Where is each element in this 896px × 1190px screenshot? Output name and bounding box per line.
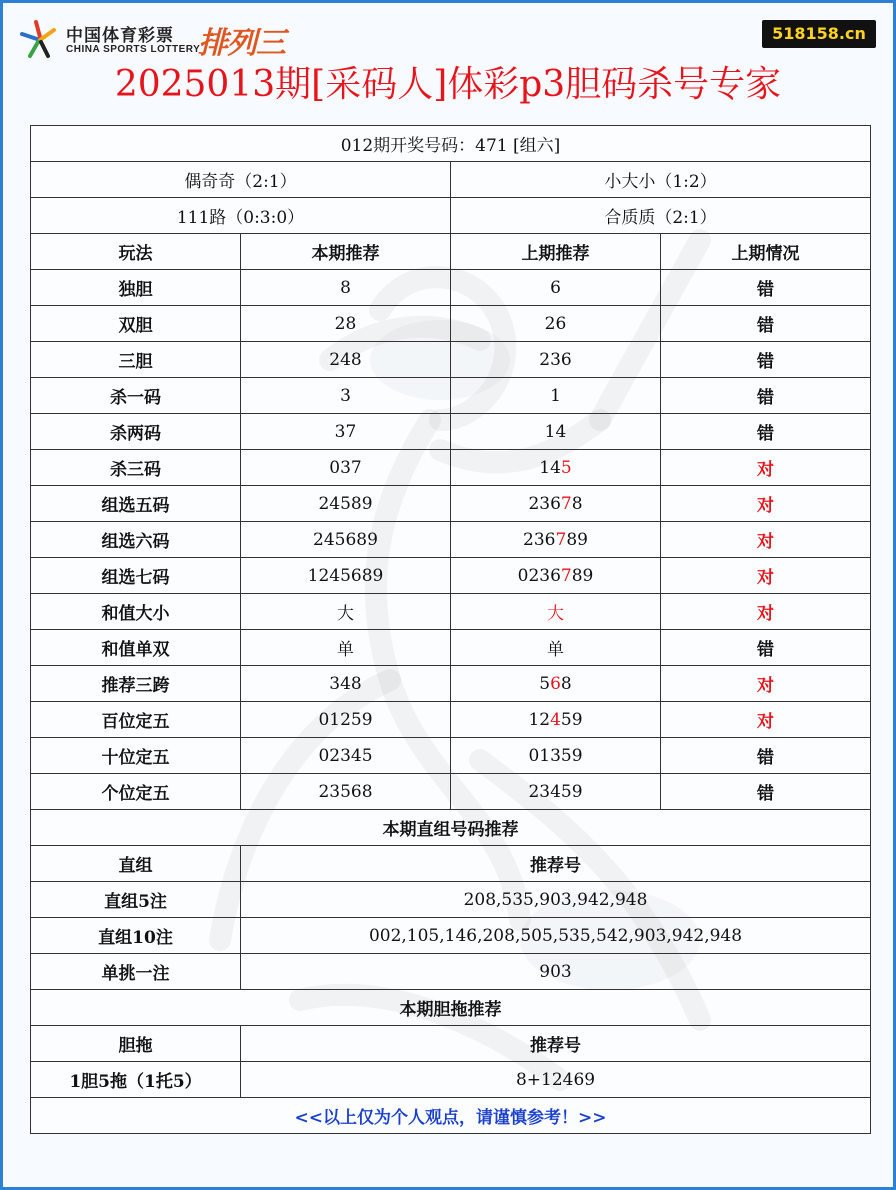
- play-name: 独胆: [31, 270, 241, 306]
- dantuo-row: [31, 1062, 871, 1098]
- current-recommendation: 8: [241, 270, 451, 306]
- table-row: [31, 594, 871, 630]
- play-name: 和值大小: [31, 594, 241, 630]
- digit-segment: 8: [571, 493, 583, 514]
- footer-row: [31, 1098, 871, 1134]
- hit-digit: 6: [550, 673, 561, 694]
- digit-segment: 01359: [528, 745, 583, 766]
- direct-row: [31, 954, 871, 990]
- table-row: [31, 522, 871, 558]
- digit-segment: 89: [566, 529, 588, 550]
- hit-digit: 7: [560, 493, 572, 514]
- previous-recommendation: [451, 342, 661, 378]
- digit-segment: 23459: [528, 781, 583, 802]
- dantuo-section-title: 本期胆拖推荐: [31, 990, 871, 1026]
- previous-recommendation: [451, 774, 661, 810]
- page-title: 2025013期[采码人]体彩p3胆码杀号专家: [114, 64, 782, 105]
- previous-recommendation: [451, 270, 661, 306]
- play-name: 推荐三跨: [31, 666, 241, 702]
- direct-col-value: 推荐号: [241, 846, 871, 882]
- digit-segment: 236: [528, 493, 561, 514]
- digit-segment: 8: [560, 673, 572, 694]
- result-status: 错: [661, 378, 871, 414]
- table-row: [31, 558, 871, 594]
- table-row: [31, 774, 871, 810]
- play-name: 组选七码: [31, 558, 241, 594]
- result-status: 错: [661, 270, 871, 306]
- previous-recommendation: [451, 666, 661, 702]
- logo-game-name: 排列三: [198, 26, 285, 61]
- current-recommendation: 245689: [241, 522, 451, 558]
- draw-result-row: [31, 126, 871, 162]
- result-status: 对: [661, 702, 871, 738]
- current-recommendation: 37: [241, 414, 451, 450]
- previous-recommendation: [451, 630, 661, 666]
- col-header-previous: 上期推荐: [451, 234, 661, 270]
- digit-segment: 14: [544, 421, 567, 442]
- dantuo-header-row: [31, 1026, 871, 1062]
- dantuo-col-label: 胆拖: [31, 1026, 241, 1062]
- prediction-table: [30, 125, 871, 1134]
- previous-recommendation: [451, 738, 661, 774]
- logo-chinese-text: 中国体育彩票: [66, 26, 174, 46]
- current-recommendation: 02345: [241, 738, 451, 774]
- previous-recommendation: [451, 414, 661, 450]
- play-name: 杀三码: [31, 450, 241, 486]
- table-row: [31, 414, 871, 450]
- table-row: [31, 702, 871, 738]
- previous-recommendation: [451, 558, 661, 594]
- digit-segment: 0236: [517, 565, 561, 586]
- play-name: 个位定五: [31, 774, 241, 810]
- table-row: [31, 342, 871, 378]
- previous-recommendation: [451, 378, 661, 414]
- current-recommendation: 1245689: [241, 558, 451, 594]
- current-recommendation: 037: [241, 450, 451, 486]
- digit-segment: 12: [528, 709, 551, 730]
- current-recommendation: 单: [241, 630, 451, 666]
- result-status: 对: [661, 450, 871, 486]
- site-badge[interactable]: 518158.cn: [762, 20, 876, 48]
- direct-value: 002,105,146,208,505,535,542,903,942,948: [241, 918, 871, 954]
- result-status: 对: [661, 594, 871, 630]
- col-header-current: 本期推荐: [241, 234, 451, 270]
- result-status: 错: [661, 414, 871, 450]
- route-pattern: 111路（0:3:0）: [31, 198, 451, 234]
- play-name: 三胆: [31, 342, 241, 378]
- play-name: 和值单双: [31, 630, 241, 666]
- summary-row-1: [31, 162, 871, 198]
- dantuo-value: 8+12469: [241, 1062, 871, 1098]
- digit-segment: 1: [550, 385, 561, 406]
- digit-segment: 26: [544, 313, 567, 334]
- direct-label: 直组5注: [31, 882, 241, 918]
- table-row: [31, 738, 871, 774]
- previous-recommendation: [451, 702, 661, 738]
- table-row: [31, 630, 871, 666]
- previous-recommendation: [451, 522, 661, 558]
- result-status: 错: [661, 630, 871, 666]
- digit-segment: 59: [560, 709, 583, 730]
- play-name: 组选五码: [31, 486, 241, 522]
- table-row: [31, 270, 871, 306]
- direct-value: 208,535,903,942,948: [241, 882, 871, 918]
- play-name: 杀两码: [31, 414, 241, 450]
- col-header-play: 玩法: [31, 234, 241, 270]
- direct-label: 直组10注: [31, 918, 241, 954]
- result-status: 对: [661, 522, 871, 558]
- previous-recommendation: [451, 450, 661, 486]
- current-recommendation: 28: [241, 306, 451, 342]
- direct-row: [31, 882, 871, 918]
- hit-digit: 7: [555, 529, 567, 550]
- table-row: [31, 486, 871, 522]
- digit-segment: 6: [550, 277, 561, 298]
- dantuo-section-title-row: [31, 990, 871, 1026]
- hit-digit: 4: [550, 709, 561, 730]
- play-name: 杀一码: [31, 378, 241, 414]
- logo-english-text: CHINA SPORTS LOTTERY: [66, 44, 201, 55]
- lottery-star-logo-icon: [18, 18, 60, 60]
- result-status: 对: [661, 666, 871, 702]
- digit-segment: 14: [539, 457, 561, 478]
- current-recommendation: 348: [241, 666, 451, 702]
- table-row: [31, 450, 871, 486]
- col-header-result: 上期情况: [661, 234, 871, 270]
- current-recommendation: 248: [241, 342, 451, 378]
- result-status: 对: [661, 486, 871, 522]
- current-recommendation: 01259: [241, 702, 451, 738]
- table-row: [31, 306, 871, 342]
- direct-value: 903: [241, 954, 871, 990]
- previous-recommendation: [451, 306, 661, 342]
- current-recommendation: 大: [241, 594, 451, 630]
- current-recommendation: 24589: [241, 486, 451, 522]
- play-name: 十位定五: [31, 738, 241, 774]
- play-name: 组选六码: [31, 522, 241, 558]
- prime-pattern: 合质质（2:1）: [451, 198, 871, 234]
- direct-section-title: 本期直组号码推荐: [31, 810, 871, 846]
- digit-segment: 单: [547, 640, 564, 660]
- result-status: 对: [661, 558, 871, 594]
- direct-header-row: [31, 846, 871, 882]
- digit-segment: 236: [539, 349, 572, 370]
- result-status: 错: [661, 306, 871, 342]
- table-row: [31, 378, 871, 414]
- result-status: 错: [661, 738, 871, 774]
- result-status: 错: [661, 774, 871, 810]
- parity-pattern: 偶奇奇（2:1）: [31, 162, 451, 198]
- dantuo-col-value: 推荐号: [241, 1026, 871, 1062]
- dantuo-label: 1胆5拖（1托5）: [31, 1062, 241, 1098]
- play-name: 双胆: [31, 306, 241, 342]
- disclaimer-note: <<以上仅为个人观点，请谨慎参考！>>: [31, 1098, 871, 1134]
- current-recommendation: 23568: [241, 774, 451, 810]
- direct-label: 单挑一注: [31, 954, 241, 990]
- hit-digit: 5: [560, 457, 572, 478]
- result-status: 错: [661, 342, 871, 378]
- previous-recommendation: [451, 594, 661, 630]
- previous-recommendation: [451, 486, 661, 522]
- direct-section-title-row: [31, 810, 871, 846]
- column-header-row: [31, 234, 871, 270]
- summary-row-2: [31, 198, 871, 234]
- hit-digit: 大: [547, 604, 564, 624]
- play-name: 百位定五: [31, 702, 241, 738]
- hit-digit: 7: [560, 565, 572, 586]
- digit-segment: 5: [539, 673, 551, 694]
- direct-col-label: 直组: [31, 846, 241, 882]
- direct-row: [31, 918, 871, 954]
- table-row: [31, 666, 871, 702]
- digit-segment: 236: [523, 529, 556, 550]
- digit-segment: 89: [571, 565, 594, 586]
- current-recommendation: 3: [241, 378, 451, 414]
- size-pattern: 小大小（1:2）: [451, 162, 871, 198]
- draw-result: 012期开奖号码：471 [组六]: [31, 126, 871, 162]
